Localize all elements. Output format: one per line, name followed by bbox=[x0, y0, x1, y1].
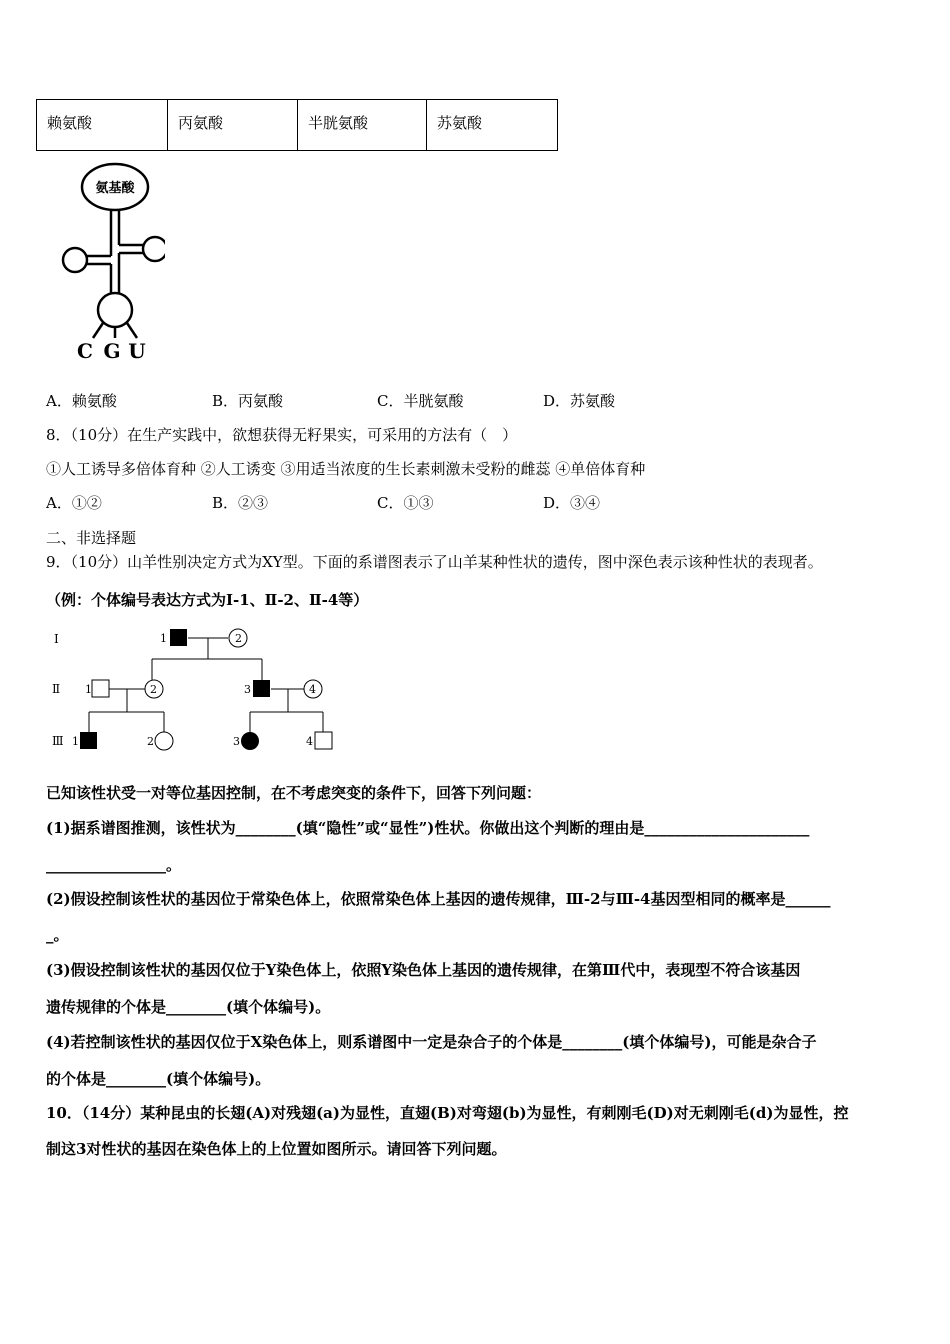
q9-part1-line2: ________________。 bbox=[46, 856, 182, 874]
q10-line1: 10．（14分）某种昆虫的长翅(A)对残翅(a)为显性，直翅(B)对弯翅(b)为显性，有刺刚毛(D)对无刺刚毛(d)为显性，控 bbox=[46, 1104, 849, 1122]
pedigree-chart bbox=[40, 620, 350, 760]
III-4-num: 4 bbox=[306, 735, 313, 748]
anticodon-base-3: U bbox=[128, 339, 146, 363]
q9-part2-line2: _。 bbox=[46, 926, 69, 944]
trna-diagram bbox=[55, 160, 165, 365]
q8-choices: ①人工诱导多倍体育种 ②人工诱变 ③用适当浓度的生长素刺激未受粉的雌蕊 ④单倍体育种 bbox=[46, 460, 646, 478]
q8-option-a[interactable]: A．①② bbox=[46, 494, 102, 512]
trna-head-label: 氨基酸 bbox=[95, 181, 135, 196]
III-2-num: 2 bbox=[147, 735, 154, 748]
II-2-num: 2 bbox=[150, 683, 157, 696]
II-1-num: 1 bbox=[85, 683, 92, 696]
anticodon-base-2: G bbox=[103, 339, 121, 363]
q9-intro: 已知该性状受一对等位基因控制，在不考虑突变的条件下，回答下列问题： bbox=[46, 784, 542, 802]
q7-option-d[interactable]: D．苏氨酸 bbox=[543, 392, 616, 410]
III-3-affected-female bbox=[241, 732, 259, 750]
q8-option-d[interactable]: D．③④ bbox=[543, 494, 601, 512]
anticodon-base-1: C bbox=[77, 339, 93, 363]
q10-line2: 制这3对性状的基因在染色体上的上位置如图所示。请回答下列问题。 bbox=[46, 1140, 507, 1158]
q7-option-a[interactable]: A．赖氨酸 bbox=[46, 392, 117, 410]
I-2-num: 2 bbox=[235, 632, 242, 645]
q8-stem: 8．（10分）在生产实践中，欲想获得无籽果实，可采用的方法有（ ） bbox=[46, 426, 518, 444]
codon-table bbox=[36, 99, 558, 151]
q9-part2-line1: (2)假设控制该性状的基因位于常染色体上，依照常染色体上基因的遗传规律，Ⅲ-2与Ⅲ-4基因型相同的概率是______ bbox=[46, 890, 831, 908]
gen-label-1: Ⅰ bbox=[54, 632, 59, 646]
q9-part4-line2: 的个体是________(填个体编号)。 bbox=[46, 1070, 271, 1088]
II-1-male bbox=[92, 680, 109, 697]
II-3-num: 3 bbox=[244, 683, 251, 696]
codon-cell-1: 赖氨酸 bbox=[37, 100, 168, 151]
q9-part1-line1: (1)据系谱图推测，该性状为________(填“隐性”或“显性”)性状。你做出这个判断的理由是______________________ bbox=[46, 819, 810, 837]
III-3-num: 3 bbox=[233, 735, 240, 748]
q9-part3-line2: 遗传规律的个体是________(填个体编号)。 bbox=[46, 998, 331, 1016]
I-1-affected-male bbox=[170, 629, 187, 646]
q9-part3-line1: (3)假设控制该性状的基因仅位于Y染色体上，依照Y染色体上基因的遗传规律，在第Ⅲ代中，表现型不符合该基因 bbox=[46, 961, 801, 979]
gen-label-2: Ⅱ bbox=[52, 682, 61, 696]
II-3-affected-male bbox=[253, 680, 270, 697]
I-1-num: 1 bbox=[160, 632, 167, 645]
III-1-affected-male bbox=[80, 732, 97, 749]
codon-cell-2: 丙氨酸 bbox=[168, 100, 298, 151]
q9-part4-line1: (4)若控制该性状的基因仅位于X染色体上，则系谱图中一定是杂合子的个体是________(填个体编号)，可能是杂合子 bbox=[46, 1033, 817, 1051]
gen-label-3: Ⅲ bbox=[52, 734, 64, 748]
III-2-female bbox=[155, 732, 173, 750]
section-heading: 二、非选择题 bbox=[46, 529, 137, 547]
q7-option-c[interactable]: C．半胱氨酸 bbox=[377, 392, 464, 410]
II-4-num: 4 bbox=[309, 683, 316, 696]
q8-option-b[interactable]: B．②③ bbox=[212, 494, 269, 512]
q9-stem: 9．（10分）山羊性别决定方式为XY型。下面的系谱图表示了山羊某种性状的遗传，图中深色表示该种性状的表现者。 bbox=[46, 553, 823, 571]
codon-cell-4: 苏氨酸 bbox=[427, 100, 558, 151]
q8-option-c[interactable]: C．①③ bbox=[377, 494, 434, 512]
q9-example: （例：个体编号表达方式为Ⅰ-1、Ⅱ-2、Ⅱ-4等） bbox=[46, 591, 369, 609]
III-4-male bbox=[315, 732, 332, 749]
q7-option-b[interactable]: B．丙氨酸 bbox=[212, 392, 284, 410]
codon-cell-3: 半胱氨酸 bbox=[298, 100, 427, 151]
III-1-num: 1 bbox=[72, 735, 79, 748]
